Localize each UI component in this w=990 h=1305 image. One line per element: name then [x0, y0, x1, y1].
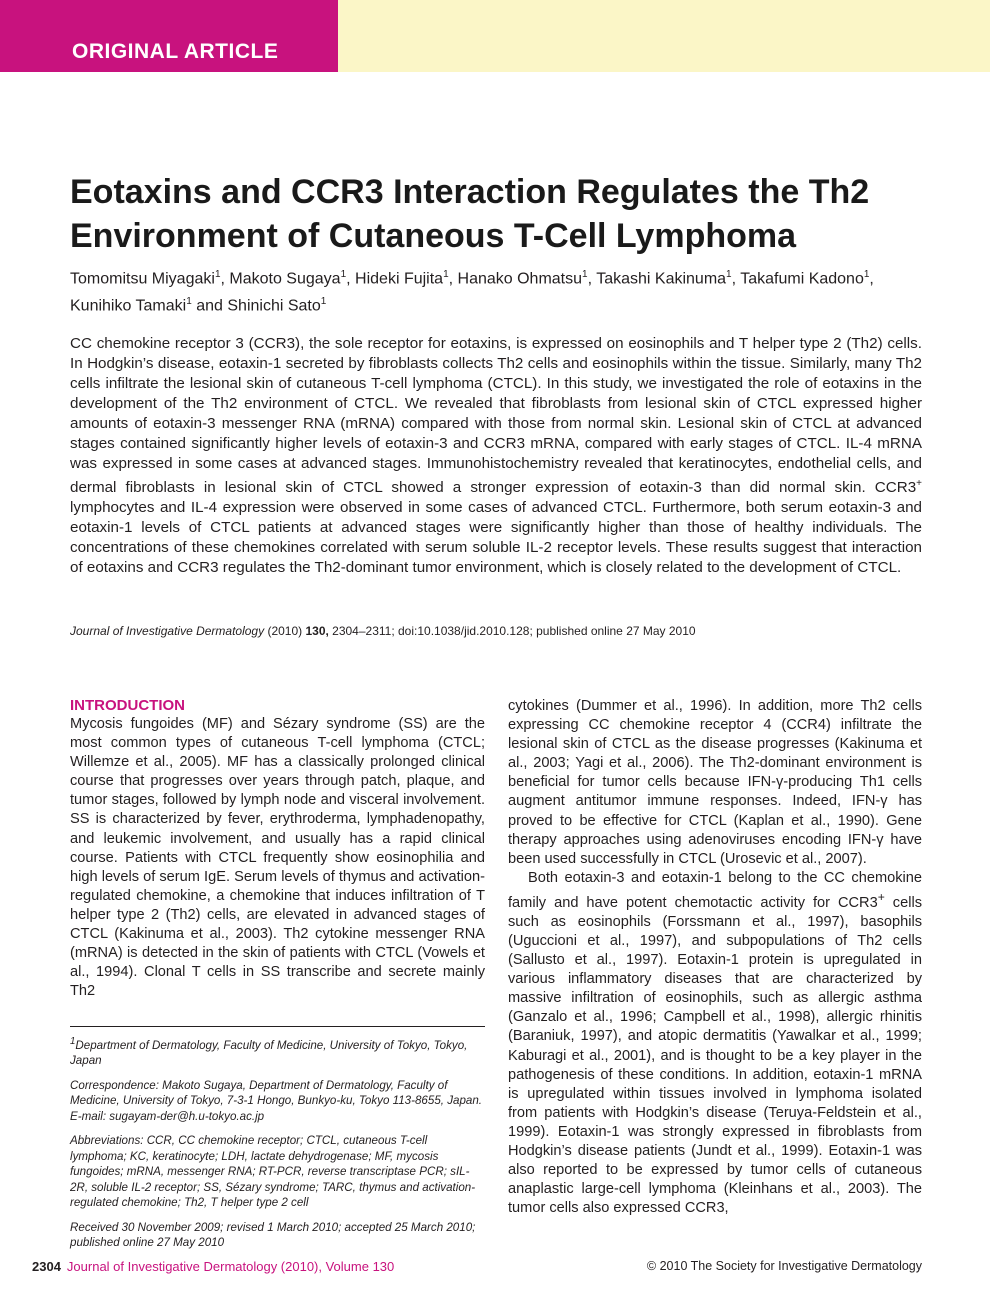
author-name[interactable]: Hanako Ohmatsu [457, 270, 583, 288]
author-separator: , [346, 270, 356, 288]
section-heading-introduction: INTRODUCTION [70, 697, 185, 714]
intro-paragraph-1: Mycosis fungoides (MF) and Sézary syndrome (SS) are the most common types of cutaneous T-cell lymphoma (CTCL; Willemze et al., 2005). MF has a classically prolonged clinical course that progresses over years through patch, plaque, and tumor stages, followed by lymph node and visceral involvement. SS is characterized by fever, erythroderma, lymphadenopathy, and leukemic involvement, and usually has a rapid clinical course. Patients with CTCL frequently show eosinophilia and high levels of serum IgE. Serum levels of thymus and activation-regulated chemokine, a chemokine that induces infiltration of T helper type 2 (Th2) cells, are elevated in advanced stages of CTCL (Kakinuma et al., 2003). Th2 cytokine messenger RNA (mRNA) is detected in the skin of patients with CTCL (Vowels et al., 1994). Clonal T cells in SS transcribe and secrete mainly Th2 [70, 716, 485, 1000]
author-separator: , [731, 270, 741, 288]
author-name[interactable]: Hideki Fujita [355, 270, 444, 288]
footnote-correspondence: Correspondence: Makoto Sugaya, Department of Dermatology, Faculty of Medicine, University of Tokyo, 7-3-1 Hongo, Bunkyo-ku, Tokyo 113-8655, Japan. E-mail: sugayam-der@h.u-tokyo.ac.jp [70, 1078, 483, 1123]
author-affiliation-marker: 1 [582, 269, 588, 280]
author-affiliation-marker: 1 [726, 269, 732, 280]
author-name[interactable]: Tomomitsu Miyagaki [70, 270, 215, 288]
right-column [508, 697, 922, 1218]
author-affiliation-marker: 1 [863, 269, 870, 280]
citation-line [70, 624, 696, 638]
footnote-divider [70, 1026, 485, 1027]
author-affiliation-marker: 1 [320, 296, 327, 308]
citation-journal[interactable]: Journal of Investigative Dermatology [70, 624, 265, 638]
footnote-received: Received 30 November 2009; revised 1 March 2010; accepted 25 March 2010; published online 27 May 2010 [70, 1220, 476, 1250]
author-separator: and [191, 297, 228, 315]
author-affiliation-marker: 1 [186, 296, 192, 308]
citation-volume: 130, [305, 624, 329, 638]
footnote-affiliation [70, 1034, 485, 1069]
copyright-notice: © 2010 The Society for Investigative Dermatology [646, 1259, 922, 1273]
page-number: 2304 [32, 1259, 61, 1274]
abstract [70, 334, 922, 578]
footnotes [70, 1034, 485, 1260]
footer-journal-ref: Journal of Investigative Dermatology (2010), Volume 130 [66, 1259, 395, 1274]
superscript-plus: + [877, 889, 885, 904]
author-list [70, 263, 930, 318]
intro-paragraph-3-continued: cells such as eosinophils (Forssmann et al., 1997), basophils (Uguccioni et al., 1997), and subpopulations of Th2 cells (Sallusto et al., 1997). Eotaxin-1 protein is upregulated in various inflammatory diseases that are characterized by massive infiltration of eosinophils, such as allergic asthma (Ganzalo et al., 1996; Campbell et al., 1998), allergic rhinitis (Baraniuk, 1997), and atopic dermatitis (Yawalkar et al., 1999; Kaburagi et al., 2001), and is thought to be a key player in the pathogenesis of these conditions. In addition, eotaxin-1 mRNA is upregulated within tissues involved in lymphoma isolated from patients with Hodgkin’s disease (Teruya-Feldstein et al., 1999). Eotaxin-1 was strongly expressed in fibroblasts from Hodgkin’s disease patients (Jundt et al., 1999). Eotaxin-1 was also reported to be expressed by tumor cells of cutaneous anaplastic large-cell lymphoma (Kleinhans et al., 2003). The tumor cells also expressed CCR3, [508, 894, 922, 1217]
page-footer-left [32, 1259, 394, 1274]
author-separator: , [869, 270, 874, 288]
affiliation-text: Department of Dermatology, Faculty of Medicine, University of Tokyo, Tokyo, Japan [70, 1038, 468, 1068]
intro-paragraph-3-text: Both eotaxin-3 and eotaxin-1 belong to the CC chemokine family and have potent chemotactic activity for CCR3 [508, 869, 922, 911]
author-separator: , [220, 270, 230, 288]
author-separator: , [448, 270, 458, 288]
citation-year: (2010) [264, 624, 306, 638]
author-name[interactable]: Kunihiko Tamaki [70, 297, 187, 315]
author-affiliation-marker: 1 [214, 269, 221, 280]
author-affiliation-marker: 1 [340, 269, 347, 280]
article-title: Eotaxins and CCR3 Interaction Regulates the Th2 Environment of Cutaneous T-Cell Lymphoma [70, 173, 870, 255]
intro-paragraph-2: cytokines (Dummer et al., 1996). In addition, more Th2 cells expressing CC chemokine receptor 4 (CCR4) infiltrate the lesional skin of CTCL as the disease progresses (Kakinuma et al., 2003; Yagi et al., 2006). The Th2-dominant environment is beneficial for tumor cells because IFN-γ-producing Th1 cells augment antitumor immune responses. Indeed, IFN-γ has proved to be effective for CTCL (Kaplan et al., 1990). Gene therapy approaches using adenoviruses encoding IFN-γ have been used successfully in CTCL (Urosevic et al., 2007). [508, 698, 922, 867]
article-type-label: ORIGINAL ARTICLE [72, 40, 279, 63]
author-affiliation-marker: 1 [443, 269, 449, 280]
author-separator: , [587, 270, 597, 288]
affiliation-marker: 1 [70, 1036, 76, 1047]
left-column [70, 697, 485, 1001]
abstract-text-continued: lymphocytes and IL-4 expression were observed in some cases of advanced CTCL. Furthermore, both serum eotaxin-3 and eotaxin-1 levels of CTCL patients at advanced stages were significantly higher than those of healthy individuals. The concentrations of these chemokines correlated with serum soluble IL-2 receptor levels. These results suggest that interaction of eotaxins and CCR3 regulates the Th2-dominant tumor environment, which is closely related to the development of CTCL. [70, 499, 922, 577]
superscript-plus: + [916, 478, 922, 489]
author-name[interactable]: Shinichi Sato [227, 297, 321, 315]
abstract-text: CC chemokine receptor 3 (CCR3), the sole receptor for eotaxins, is expressed on eosinophils and T helper type 2 (Th2) cells. In Hodgkin’s disease, eotaxin-1 secreted by fibroblasts collects Th2 cells and eosinophils within the tissue. Similarly, many Th2 cells infiltrate the lesional skin of cutaneous T-cell lymphoma (CTCL). In this study, we investigated the role of eotaxins in the development of the Th2 environment of CTCL. We revealed that fibroblasts from lesional skin of CTCL expressed higher amounts of eotaxin-3 messenger RNA (mRNA) compared with those from normal skin. Lesional skin of CTCL at advanced stages contained significantly higher levels of eotaxin-3 and CCR3 mRNA, compared with early stages of CTCL. IL-4 mRNA was expressed in some cases at advanced stages. Immunohistochemistry revealed that keratinocytes, endothelial cells, and dermal fibroblasts in lesional skin of CTCL showed a stronger expression of eotaxin-3 than did normal skin. CCR3 [70, 335, 922, 497]
author-name[interactable]: Takafumi Kadono [740, 270, 864, 288]
intro-paragraph-3 [508, 869, 922, 1219]
citation-details: 2304–2311; doi:10.1038/jid.2010.128; published online 27 May 2010 [328, 624, 696, 638]
author-name[interactable]: Takashi Kakinuma [596, 270, 727, 288]
author-name[interactable]: Makoto Sugaya [229, 270, 341, 288]
footnote-abbreviations: Abbreviations: CCR, CC chemokine receptor; CTCL, cutaneous T-cell lymphoma; KC, keratinocyte; LDH, lactate dehydrogenase; MF, mycosis fungoides; mRNA, messenger RNA; RT-PCR, reverse transcriptase PCR; sIL-2R, soluble IL-2 receptor; SS, Sézary syndrome; TARC, thymus and activation-regulated chemokine; Th2, T helper type 2 cell [70, 1134, 476, 1210]
